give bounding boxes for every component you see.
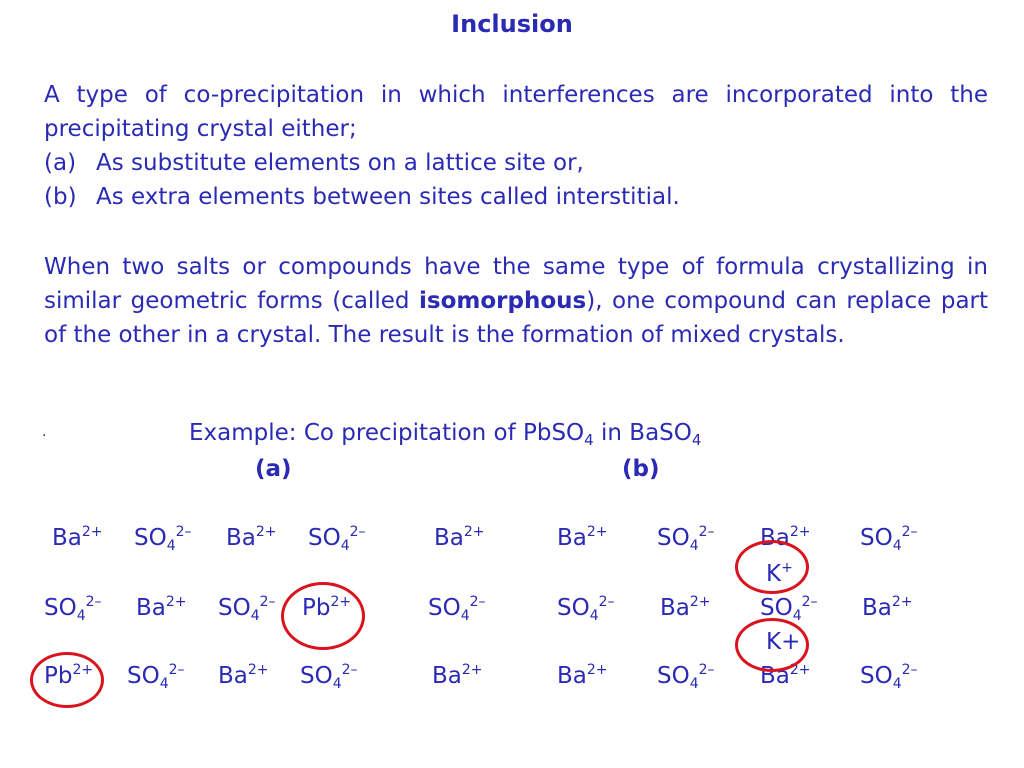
ion-ba: $Ba^{2+}$ [862,594,913,621]
definition-paragraph: A type of co-precipitation in which interferences are incorporated into the precipitating crystal either; [44,82,988,142]
ion-ba: $Ba^{2+}$ [557,662,608,689]
list-item-label: (b) [44,184,77,210]
ion-ba: $Ba^{2+}$ [218,662,269,689]
list-item-a [44,146,584,180]
isomorphous-paragraph [44,250,988,352]
ion-so4: $SO_4^{2-}$ [308,524,366,554]
example-heading: Example: Co precipitation of PbSO$_4$ in BaSO$_4$ [189,420,702,449]
ion-so4: $SO_4^{2-}$ [127,662,185,692]
interstitial-circle [735,540,809,594]
keyword-isomorphous: isomorphous [419,288,587,314]
list-item-text: As extra elements between sites called interstitial. [96,184,680,210]
ion-ba: $Ba^{2+}$ [660,594,711,621]
ion-ba: $Ba^{2+}$ [226,524,277,551]
ion-so4: $SO_4^{2-}$ [44,594,102,624]
paragraph-text: When two salts or compounds have the same type of formula crystallizing in similar geometric forms (called [44,254,988,314]
list-item-label: (a) [44,150,77,176]
ion-so4: $SO_4^{2-}$ [657,524,715,554]
ion-ba: $Ba^{2+}$ [760,662,811,689]
bullet-dot: · [42,428,47,444]
ion-ba: $Ba^{2+}$ [52,524,103,551]
ion-pb: $Pb^{2+}$ [302,594,352,621]
ion-ba: $Ba^{2+}$ [432,662,483,689]
ion-so4: $SO_4^{2-}$ [557,594,615,624]
slide-title: Inclusion [451,10,573,38]
ion-ba: $Ba^{2+}$ [136,594,187,621]
list-item-b [44,180,680,214]
ion-k-plain: K+ [766,629,801,655]
ion-so4: $SO_4^{2-}$ [657,662,715,692]
ion-ba: $Ba^{2+}$ [434,524,485,551]
ion-pb: $Pb^{2+}$ [44,662,94,689]
ion-so4: $SO_4^{2-}$ [760,594,818,624]
substitution-circle [281,582,365,650]
ion-so4: $SO_4^{2-}$ [428,594,486,624]
ion-so4: $SO_4^{2-}$ [134,524,192,554]
paragraph-text: ), one compound can replace part of the other in a crystal. The result is the formation of mixed crystals. [44,288,989,348]
list-item-text: As substitute elements on a lattice site or, [96,150,584,176]
interstitial-circle [735,618,809,672]
ion-k-sup: K+ [766,560,793,587]
ion-ba: $Ba^{2+}$ [760,524,811,551]
ion-ba: $Ba^{2+}$ [557,524,608,551]
label-a: (a) [255,456,292,482]
ion-so4: $SO_4^{2-}$ [860,524,918,554]
ion-so4: $SO_4^{2-}$ [300,662,358,692]
substitution-circle [30,652,104,708]
label-b: (b) [622,456,660,482]
ion-so4: $SO_4^{2-}$ [860,662,918,692]
ion-so4: $SO_4^{2-}$ [218,594,276,624]
